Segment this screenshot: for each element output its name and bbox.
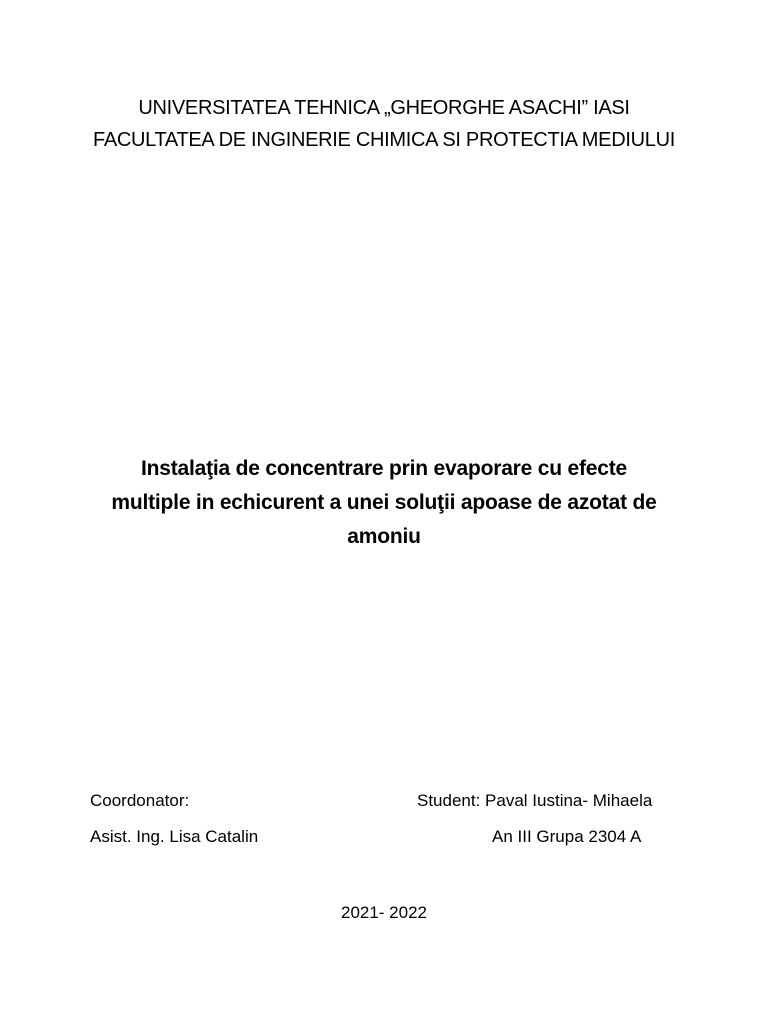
student-group: An III Grupa 2304 A bbox=[492, 827, 642, 846]
coordinator-label: Coordonator: bbox=[90, 791, 190, 810]
university-name: UNIVERSITATEA TEHNICA „GHEORGHE ASACHI” IASI bbox=[138, 97, 630, 119]
project-title bbox=[84, 452, 684, 554]
title-line-3: amoniu bbox=[347, 525, 421, 548]
faculty-name: FACULTATEA DE INGINERIE CHIMICA SI PROTECTIA MEDIULUI bbox=[93, 129, 675, 151]
student-name: Student: Paval Iustina- Mihaela bbox=[417, 791, 653, 810]
title-line-2: multiple in echicurent a unei soluţii apoase de azotat de bbox=[111, 491, 657, 514]
title-line-1: Instalaţia de concentrare prin evaporare cu efecte bbox=[140, 457, 628, 480]
institution-header bbox=[0, 92, 768, 156]
coordinator-name: Asist. Ing. Lisa Catalin bbox=[90, 827, 259, 846]
academic-year: 2021- 2022 bbox=[340, 903, 428, 922]
